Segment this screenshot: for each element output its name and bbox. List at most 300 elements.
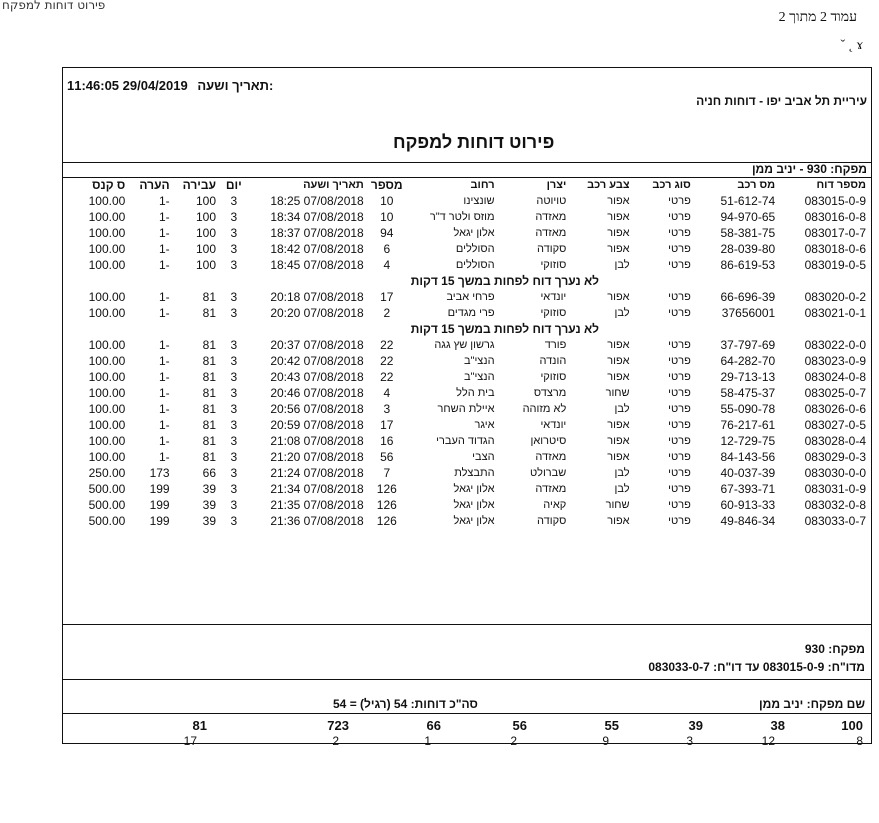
cell-street: הסוללים (455, 243, 495, 255)
cell-violation: 100 (196, 258, 217, 272)
table-header-row (65, 177, 869, 193)
cell-street: אלון יגאל (453, 227, 495, 239)
cell-plate: 64-282-70 (720, 354, 776, 368)
cell-number: 3 (383, 402, 391, 416)
cell-report-no: 083016-0-8 (804, 210, 866, 224)
cell-fine: 100.00 (88, 306, 126, 320)
cell-number: 22 (380, 370, 394, 384)
total-code: 38 (770, 718, 785, 733)
cell-day: 3 (230, 194, 238, 208)
cell-day: 3 (230, 210, 238, 224)
cell-type: פרטי (668, 243, 691, 255)
cell-datetime: 20:20 07/08/2018 (270, 306, 364, 320)
table-row (65, 241, 869, 257)
cell-street: איילת השחר (437, 403, 495, 415)
cell-datetime: 18:37 07/08/2018 (270, 226, 364, 240)
gap-note: לא נערך דוח לפחות במשך 15 דקות (410, 274, 599, 288)
cell-day: 3 (230, 450, 238, 464)
table-body (65, 193, 869, 529)
cell-maker: יונדאי (540, 419, 567, 431)
cell-maker: טויוטה (536, 195, 567, 207)
table-row (65, 449, 869, 465)
cell-maker: פורד (544, 339, 567, 351)
cell-day: 3 (230, 242, 238, 256)
cell-day: 3 (230, 434, 238, 448)
cell-street: התבצלת (454, 467, 495, 479)
report-datetime (67, 78, 273, 93)
table-row (65, 209, 869, 225)
cell-street: אלון יגאל (453, 483, 495, 495)
cell-fine: 100.00 (88, 370, 126, 384)
cell-fine: 250.00 (88, 466, 126, 480)
cell-fine: 100.00 (88, 434, 126, 448)
table-row (65, 465, 869, 481)
cell-report-no: 083018-0-6 (804, 242, 866, 256)
cell-report-no: 083017-0-7 (804, 226, 866, 240)
cell-datetime: 18:42 07/08/2018 (270, 242, 364, 256)
table-row (65, 257, 869, 273)
cell-plate: 67-393-71 (720, 482, 776, 496)
summary-range: מדו"ח: 083015-0-9 עד דו"ח: 083033-0-7 (648, 660, 865, 674)
cell-street: מוזס ולטר ד"ר (429, 211, 495, 223)
cell-day: 3 (230, 402, 238, 416)
cell-report-no: 083032-0-8 (804, 498, 866, 512)
cell-datetime: 18:45 07/08/2018 (270, 258, 364, 272)
cell-color: לבן (614, 403, 630, 415)
cell-type: פרטי (668, 307, 691, 319)
cell-day: 3 (230, 482, 238, 496)
cell-datetime: 21:36 07/08/2018 (270, 514, 364, 528)
cell-violation: 81 (202, 418, 217, 432)
gap-note-row (65, 273, 869, 289)
cell-datetime: 20:59 07/08/2018 (270, 418, 364, 432)
cell-violation: 81 (202, 338, 217, 352)
cell-number: 126 (376, 514, 397, 528)
cell-violation: 100 (196, 194, 217, 208)
cell-color: אפור (607, 339, 630, 351)
cell-plate: 37656001 (721, 306, 776, 320)
total-count: 12 (761, 734, 775, 748)
cell-violation: 100 (196, 210, 217, 224)
divider (63, 624, 871, 625)
cell-report-no: 083019-0-5 (804, 258, 866, 272)
cell-type: פרטי (668, 355, 691, 367)
cell-datetime: 18:25 07/08/2018 (270, 194, 364, 208)
cell-note: 1- (158, 194, 170, 208)
cell-number: 10 (380, 210, 394, 224)
cell-report-no: 083029-0-3 (804, 450, 866, 464)
cell-violation: 81 (202, 370, 217, 384)
cell-type: פרטי (668, 499, 691, 511)
cell-street: הגדוד העברי (436, 435, 495, 447)
cell-note: 1- (158, 226, 170, 240)
handwritten-marks: ˇ ˛ ɤ (840, 38, 863, 53)
cell-maker: שברולט (529, 467, 567, 479)
total-code: 81 (192, 718, 207, 733)
col-report-no: מספר דוח (816, 179, 866, 191)
table-row (65, 385, 869, 401)
cell-color: אפור (607, 227, 630, 239)
cell-fine: 100.00 (88, 386, 126, 400)
cell-type: פרטי (668, 291, 691, 303)
cell-maker: סקודה (536, 243, 567, 255)
table-row (65, 353, 869, 369)
cell-note: 1- (158, 370, 170, 384)
table-row (65, 289, 869, 305)
cell-color: אפור (607, 419, 630, 431)
cell-color: אפור (607, 195, 630, 207)
cell-type: פרטי (668, 339, 691, 351)
cell-datetime: 20:37 07/08/2018 (270, 338, 364, 352)
table-row (65, 497, 869, 513)
cell-plate: 94-970-65 (720, 210, 776, 224)
cell-type: פרטי (668, 403, 691, 415)
col-number: מספר (370, 178, 403, 192)
reports-table (65, 177, 869, 529)
cell-plate: 58-381-75 (720, 226, 776, 240)
cell-color: לבן (614, 307, 630, 319)
cell-datetime: 21:20 07/08/2018 (270, 450, 364, 464)
cell-color: אפור (607, 371, 630, 383)
cell-plate: 12-729-75 (720, 434, 776, 448)
cell-note: 1- (158, 434, 170, 448)
cell-plate: 49-846-34 (720, 514, 776, 528)
cell-day: 3 (230, 306, 238, 320)
col-datetime: תאריך ושעה (303, 179, 364, 191)
cell-plate: 58-475-37 (720, 386, 776, 400)
cell-report-no: 083023-0-9 (804, 354, 866, 368)
divider (63, 679, 871, 680)
total-count: 9 (602, 734, 609, 748)
cell-color: אפור (607, 435, 630, 447)
cell-note: 1- (158, 242, 170, 256)
col-color: צבע רכב (587, 179, 630, 191)
cell-datetime: 20:18 07/08/2018 (270, 290, 364, 304)
total-count: 8 (856, 734, 863, 748)
cell-plate: 37-797-69 (720, 338, 776, 352)
cell-day: 3 (230, 498, 238, 512)
cell-plate: 84-143-56 (720, 450, 776, 464)
cell-street: איגר (474, 419, 495, 431)
cell-number: 6 (383, 242, 391, 256)
total-code: 100 (841, 718, 863, 733)
cell-report-no: 083026-0-6 (804, 402, 866, 416)
cell-violation: 81 (202, 450, 217, 464)
cell-maker: סוזוקי (540, 371, 567, 383)
col-fine: ס קנס (92, 178, 126, 192)
cell-maker: מאזדה (535, 227, 567, 239)
cell-note: 1- (158, 210, 170, 224)
cell-note: 1- (158, 258, 170, 272)
gap-note: לא נערך דוח לפחות במשך 15 דקות (410, 322, 599, 336)
cell-report-no: 083031-0-9 (804, 482, 866, 496)
cell-datetime: 21:34 07/08/2018 (270, 482, 364, 496)
cell-number: 17 (380, 290, 394, 304)
col-plate: מס רכב (737, 179, 776, 191)
cell-plate: 28-039-80 (720, 242, 776, 256)
total-count: 2 (332, 734, 339, 748)
cell-datetime: 20:43 07/08/2018 (270, 370, 364, 384)
cell-violation: 81 (202, 290, 217, 304)
cell-fine: 100.00 (88, 338, 126, 352)
cell-street: הנצי"ב (463, 355, 495, 367)
divider (63, 162, 871, 163)
cell-number: 22 (380, 354, 394, 368)
cell-fine: 500.00 (88, 482, 126, 496)
cell-report-no: 083015-0-9 (804, 194, 866, 208)
municipality-name: עיריית תל אביב יפו - דוחות חניה (696, 94, 867, 108)
cell-type: פרטי (668, 387, 691, 399)
cell-type: פרטי (668, 227, 691, 239)
cell-report-no: 083022-0-0 (804, 338, 866, 352)
cell-maker: יונדאי (540, 291, 567, 303)
cell-color: אפור (607, 355, 630, 367)
cell-day: 3 (230, 258, 238, 272)
cell-datetime: 20:42 07/08/2018 (270, 354, 364, 368)
cell-note: 1- (158, 450, 170, 464)
report-frame (62, 67, 872, 748)
cell-day: 3 (230, 354, 238, 368)
cell-type: פרטי (668, 483, 691, 495)
cell-color: אפור (607, 291, 630, 303)
cell-report-no: 083030-0-0 (804, 466, 866, 480)
table-row (65, 225, 869, 241)
cell-maker: לא מזוהה (522, 403, 567, 415)
cell-number: 94 (380, 226, 394, 240)
cell-day: 3 (230, 370, 238, 384)
col-maker: יצרן (546, 179, 567, 191)
cell-day: 3 (230, 226, 238, 240)
cell-street: אלון יגאל (453, 499, 495, 511)
total-code: 66 (426, 718, 441, 733)
cell-day: 3 (230, 386, 238, 400)
cell-maker: סקודה (536, 515, 567, 527)
cell-fine: 100.00 (88, 210, 126, 224)
cell-note: 173 (149, 466, 170, 480)
cell-number: 7 (383, 466, 391, 480)
cell-street: הנצי"ב (463, 371, 495, 383)
cell-number: 4 (383, 258, 391, 272)
cell-type: פרטי (668, 419, 691, 431)
cell-violation: 39 (202, 514, 217, 528)
cell-datetime: 21:08 07/08/2018 (270, 434, 364, 448)
cell-street: פרחי אביב (446, 291, 495, 303)
cell-fine: 100.00 (88, 242, 126, 256)
cell-color: לבן (614, 259, 630, 271)
cell-fine: 500.00 (88, 514, 126, 528)
cell-number: 126 (376, 498, 397, 512)
cell-report-no: 083028-0-4 (804, 434, 866, 448)
cell-plate: 40-037-39 (720, 466, 776, 480)
cell-day: 3 (230, 466, 238, 480)
cell-violation: 39 (202, 482, 217, 496)
cell-violation: 81 (202, 306, 217, 320)
cell-violation: 81 (202, 402, 217, 416)
cell-note: 199 (149, 498, 170, 512)
total-code: 723 (327, 718, 349, 733)
page-number: עמוד 2 מתוך 2 (778, 10, 857, 25)
cell-type: פרטי (668, 211, 691, 223)
cell-plate: 60-913-33 (720, 498, 776, 512)
cell-maker: הונדה (539, 355, 567, 367)
cell-type: פרטי (668, 195, 691, 207)
cell-datetime: 18:34 07/08/2018 (270, 210, 364, 224)
cell-note: 199 (149, 514, 170, 528)
total-code: 39 (688, 718, 703, 733)
cell-street: פרי מגדים (447, 307, 495, 319)
cell-datetime: 20:46 07/08/2018 (270, 386, 364, 400)
summary-total-reports: סה"כ דוחות: 54 (רגיל) = 54 (333, 697, 478, 711)
cell-fine: 100.00 (88, 258, 126, 272)
report-title: פירוט דוחות למפקח (393, 132, 555, 152)
cell-fine: 100.00 (88, 354, 126, 368)
cell-day: 3 (230, 514, 238, 528)
table-row (65, 401, 869, 417)
table-row (65, 513, 869, 529)
cell-number: 4 (383, 386, 391, 400)
cell-color: אפור (607, 515, 630, 527)
page-header-left: פירוט דוחות למפקח (2, 0, 106, 12)
cell-color: אפור (607, 451, 630, 463)
cell-report-no: 083027-0-5 (804, 418, 866, 432)
cell-maker: מאזדה (535, 211, 567, 223)
cell-maker: קאיה (543, 499, 567, 511)
cell-color: לבן (614, 483, 630, 495)
cell-violation: 100 (196, 242, 217, 256)
cell-note: 1- (158, 290, 170, 304)
cell-violation: 81 (202, 386, 217, 400)
total-count: 2 (510, 734, 517, 748)
cell-report-no: 083024-0-8 (804, 370, 866, 384)
cell-type: פרטי (668, 371, 691, 383)
table-row (65, 193, 869, 209)
cell-report-no: 083021-0-1 (804, 306, 866, 320)
cell-fine: 100.00 (88, 418, 126, 432)
cell-maker: סוזוקי (540, 307, 567, 319)
cell-color: שחור (605, 387, 630, 399)
table-row (65, 481, 869, 497)
table-row (65, 417, 869, 433)
table-row (65, 433, 869, 449)
cell-maker: מאזדה (535, 483, 567, 495)
cell-street: הצבי (472, 451, 495, 463)
datetime-value: 11:46:05 29/04/2019 (67, 78, 188, 93)
cell-number: 22 (380, 338, 394, 352)
cell-type: פרטי (668, 435, 691, 447)
cell-number: 17 (380, 418, 394, 432)
cell-datetime: 21:35 07/08/2018 (270, 498, 364, 512)
total-code: 55 (604, 718, 619, 733)
cell-plate: 86-619-53 (720, 258, 776, 272)
cell-maker: סיטרואן (530, 435, 567, 447)
table-row (65, 305, 869, 321)
inspector-line: מפקח: 930 - יניב ממן (751, 162, 867, 176)
cell-street: גרשון שץ גגה (434, 339, 495, 351)
col-violation: עבירה (182, 178, 217, 192)
cell-report-no: 083025-0-7 (804, 386, 866, 400)
cell-violation: 100 (196, 226, 217, 240)
cell-street: בית הלל (456, 387, 495, 399)
cell-number: 2 (383, 306, 391, 320)
cell-street: הסוללים (455, 259, 495, 271)
cell-type: פרטי (668, 467, 691, 479)
cell-maker: סוזוקי (540, 259, 567, 271)
summary-inspector: מפקח: 930 (804, 642, 865, 656)
cell-number: 126 (376, 482, 397, 496)
cell-plate: 55-090-78 (720, 402, 776, 416)
cell-type: פרטי (668, 259, 691, 271)
col-type: סוג רכב (652, 179, 691, 191)
cell-number: 56 (380, 450, 394, 464)
cell-report-no: 083033-0-7 (804, 514, 866, 528)
cell-plate: 76-217-61 (720, 418, 776, 432)
total-count: 1 (424, 734, 431, 748)
cell-plate: 66-696-39 (720, 290, 776, 304)
cell-fine: 100.00 (88, 450, 126, 464)
cell-note: 1- (158, 306, 170, 320)
total-count: 17 (183, 734, 197, 748)
cell-plate: 51-612-74 (720, 194, 776, 208)
divider (63, 713, 871, 714)
cell-color: לבן (614, 467, 630, 479)
cell-violation: 39 (202, 498, 217, 512)
cell-color: אפור (607, 243, 630, 255)
col-note: הערה (139, 178, 170, 192)
summary-inspector-name: שם מפקח: יניב ממן (759, 697, 865, 711)
cell-note: 1- (158, 402, 170, 416)
cell-fine: 100.00 (88, 290, 126, 304)
cell-type: פרטי (668, 451, 691, 463)
cell-violation: 81 (202, 354, 217, 368)
cell-note: 1- (158, 354, 170, 368)
cell-datetime: 21:24 07/08/2018 (270, 466, 364, 480)
cell-note: 1- (158, 386, 170, 400)
cell-fine: 100.00 (88, 402, 126, 416)
cell-fine: 500.00 (88, 498, 126, 512)
cell-day: 3 (230, 290, 238, 304)
cell-note: 199 (149, 482, 170, 496)
cell-maker: מאזדה (535, 451, 567, 463)
total-code: 56 (512, 718, 527, 733)
col-street: רחוב (470, 179, 495, 191)
cell-maker: מרצדס (533, 387, 567, 399)
cell-fine: 100.00 (88, 226, 126, 240)
cell-fine: 100.00 (88, 194, 126, 208)
cell-street: אלון יגאל (453, 515, 495, 527)
datetime-label: תאריך ושעה: (197, 78, 274, 93)
col-day: יום (225, 178, 242, 192)
cell-day: 3 (230, 418, 238, 432)
cell-report-no: 083020-0-2 (804, 290, 866, 304)
cell-datetime: 20:56 07/08/2018 (270, 402, 364, 416)
cell-street: שונצינו (463, 195, 495, 207)
table-row (65, 337, 869, 353)
cell-plate: 29-713-13 (720, 370, 776, 384)
cell-day: 3 (230, 338, 238, 352)
cell-note: 1- (158, 418, 170, 432)
cell-number: 16 (380, 434, 394, 448)
cell-color: שחור (605, 499, 630, 511)
total-count: 3 (686, 734, 693, 748)
cell-type: פרטי (668, 515, 691, 527)
table-row (65, 369, 869, 385)
cell-note: 1- (158, 338, 170, 352)
cell-violation: 81 (202, 434, 217, 448)
cell-number: 10 (380, 194, 394, 208)
gap-note-row (65, 321, 869, 337)
cell-violation: 66 (202, 466, 217, 480)
cell-color: אפור (607, 211, 630, 223)
